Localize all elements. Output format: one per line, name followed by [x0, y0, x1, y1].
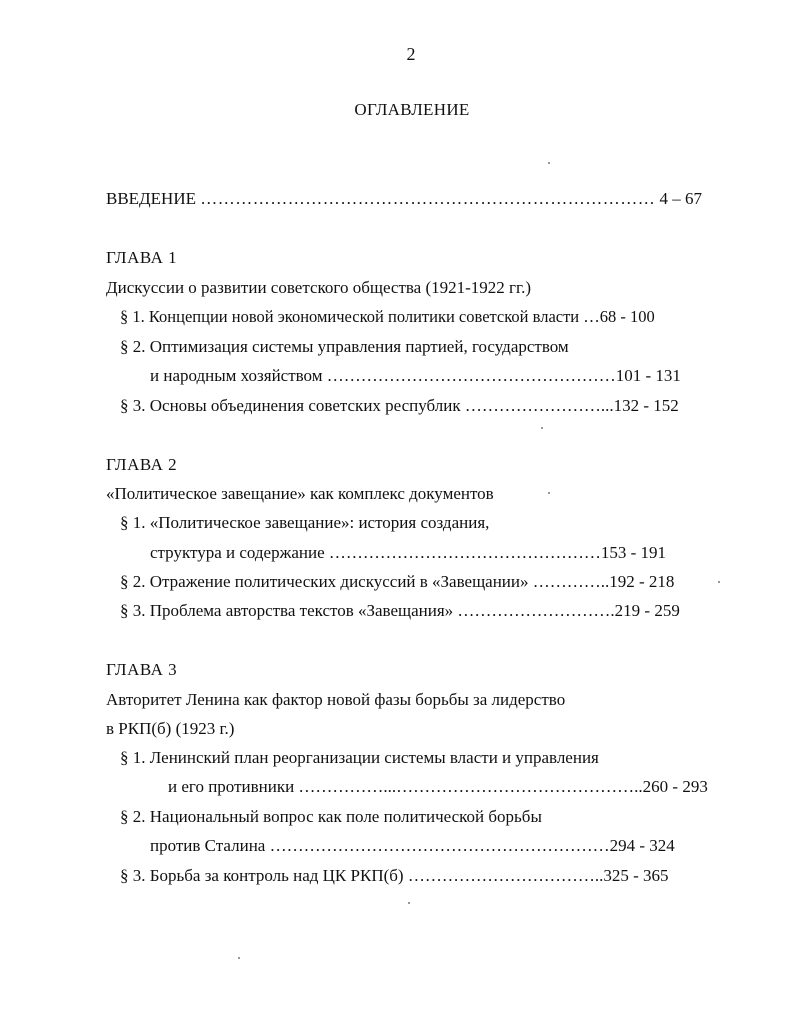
chapter-3-title-line-1: Авторитет Ленина как фактор новой фазы борьбы за лидерство — [106, 690, 566, 709]
chapter-2-section-1-line-1: § 1. «Политическое завещание»: история создания, — [120, 513, 490, 532]
introduction-pages: 4 – 67 — [659, 189, 702, 208]
scan-speck — [548, 162, 550, 164]
toc-entry-introduction — [106, 189, 702, 209]
chapter-1-section-2-line-2: и народным хозяйством ……………………………………………101 - 131 — [150, 366, 681, 385]
chapter-3-section-1-line-2: и его противники ……………...……………………………………..260 - 293 — [168, 777, 708, 796]
scan-speck — [718, 581, 720, 583]
scan-speck — [408, 902, 410, 904]
chapter-3-heading: ГЛАВА 3 — [106, 660, 178, 679]
chapter-2-section-3: § 3. Проблема авторства текстов «Завещания» ……………………….219 - 259 — [120, 601, 680, 620]
introduction-dots: …………………………………………………………………… — [200, 189, 656, 208]
chapter-1-section-2-line-1: § 2. Оптимизация системы управления партией, государством — [120, 337, 569, 356]
chapter-3-title-line-2: в РКП(б) (1923 г.) — [106, 719, 235, 738]
scan-speck — [548, 492, 550, 494]
scan-speck — [541, 427, 543, 429]
chapter-2-heading: ГЛАВА 2 — [106, 455, 178, 474]
chapter-3-section-2-line-1: § 2. Национальный вопрос как поле политической борьбы — [120, 807, 542, 826]
chapter-2-section-2: § 2. Отражение политических дискуссий в «Завещании» …………..192 - 218 — [120, 572, 675, 591]
scan-speck — [238, 957, 240, 959]
chapter-3-section-1-line-1: § 1. Ленинский план реорганизации системы власти и управления — [120, 748, 599, 767]
chapter-2-title: «Политическое завещание» как комплекс документов — [106, 484, 494, 503]
chapter-1-title: Дискуссии о развитии советского общества (1921-1922 гг.) — [106, 278, 531, 297]
introduction-title: ВВЕДЕНИЕ — [106, 189, 196, 208]
chapter-3-section-2-line-2: против Сталина ……………………………………………………294 - 324 — [150, 836, 675, 855]
chapter-1-heading: ГЛАВА 1 — [106, 248, 178, 267]
toc-title: ОГЛАВЛЕНИЕ — [354, 100, 470, 119]
page-number: 2 — [406, 44, 416, 64]
chapter-1-section-1: § 1. Концепции новой экономической политики советской власти …68 - 100 — [120, 307, 655, 326]
chapter-3-section-3: § 3. Борьба за контроль над ЦК РКП(б) ……………………………..325 - 365 — [120, 866, 669, 885]
chapter-1-section-3: § 3. Основы объединения советских республик ……………………...132 - 152 — [120, 396, 679, 415]
chapter-2-section-1-line-2: структура и содержание …………………………………………153 - 191 — [150, 543, 667, 562]
